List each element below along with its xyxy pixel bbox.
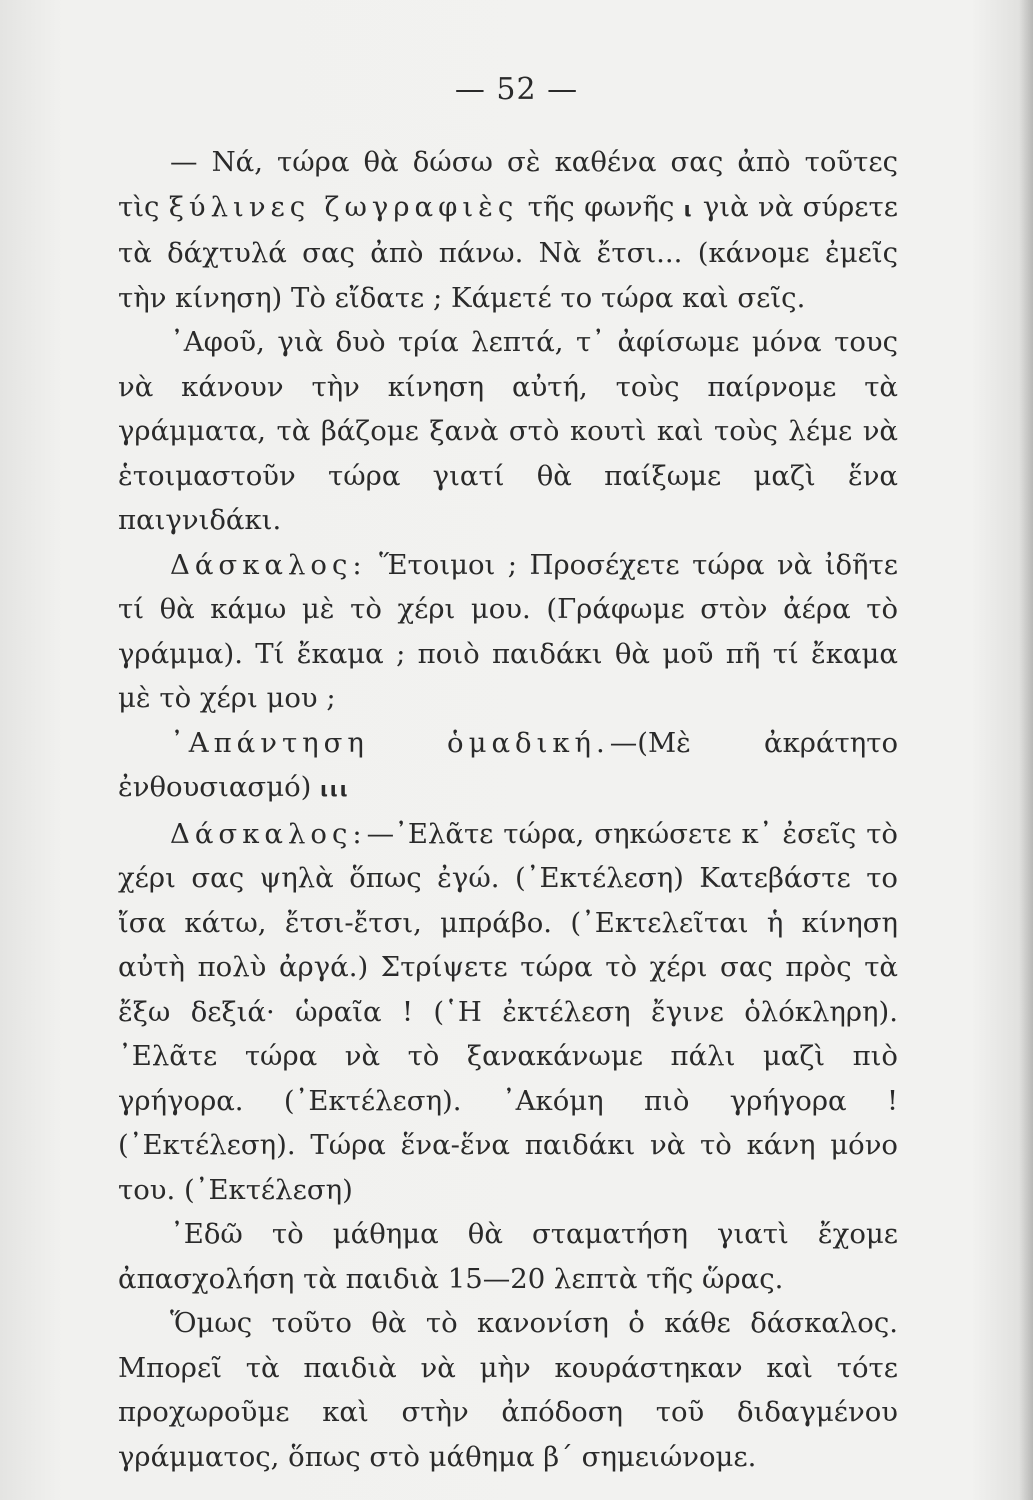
text-run: ᾿Αφοῦ, γιὰ δυὸ τρία λεπτά, τ᾿ ἀφίσωμε μόνα τους νὰ κάνουν τὴν κίνηση αὐτή, τοὺς παίρνομε τὰ γράμματα, τὰ βάζομε ξανὰ στὸ κουτὶ καὶ τοὺς λέμε νὰ ἑτοιμαστοῦν τώρα γιατί θὰ παίξωμε μαζὶ ἕνα παιγνιδάκι. [118,326,898,536]
text-run: — Νά, τώρα θὰ δώσω σὲ καθένα σας ἀπὸ τοῦτες τὶς [118,146,898,223]
paragraph [118,1301,898,1479]
page-edge-shadow [1019,0,1033,1500]
text-run: Ὅμως τοῦτο θὰ τὸ κανονίση ὁ κάθε δάσκαλος. Μπορεῖ τὰ παιδιὰ νὰ μὴν κουράστηκαν καὶ τότε προχωροῦμε καὶ στὴν ἀπόδοση τοῦ διδαγμένου γράμματος, ὅπως στὸ μάθημα β΄ σημειώνομε. [118,1307,898,1473]
sound-mark: ιιι [320,777,350,801]
speaker-label: Δάσκαλος: [170,817,367,850]
page-number: — 52 — [454,72,579,107]
body-text [118,140,898,1479]
spaced-text-run: ξύλινες ζωγραφιὲς [168,190,519,223]
text-run: —᾿Ελᾶτε τώρα, σηκώσετε κ᾿ ἐσεῖς τὸ χέρι σας ψηλὰ ὅπως ἐγώ. (᾿Εκτέλεση) Κατεβάστε το ἴσα κάτω, ἔτσι-ἔτσι, μπράβο. (᾿Εκτελεῖται ἡ κίνηση αὐτὴ πολὺ ἀργά.) Στρίψετε τώρα τὸ χέρι σας πρὸς τὰ ἔξω δεξιά· ὡραῖα ! (῾Η ἐκτέλεση ἔγινε ὁλόκληρη). ᾿Ελᾶτε τώρα νὰ τὸ ξανακάνωμε πάλι μαζὶ πιὸ γρήγορα. (᾿Εκτέλεση). ᾿Ακόμη πιὸ γρήγορα ! (᾿Εκτέλεση). Τώρα ἕνα-ἕνα παιδάκι νὰ τὸ κάνη μόνο του. (᾿Εκτέλεση) [118,817,898,1206]
text-run: ᾿Εδῶ τὸ μάθημα θὰ σταματήση γιατὶ ἔχομε ἀπασχολήση τὰ παιδιὰ 15—20 λεπτὰ τῆς ὥρας. [118,1218,898,1295]
text-run: —(Μὲ ἀκράτητο ἐνθουσιασμό) [118,726,898,803]
speaker-label: ᾿Απάντηση ὁμαδική. [170,726,610,759]
paragraph [118,1212,898,1301]
text-run: Ἕτοιμοι ; Προσέχετε τώρα νὰ ἰδῆτε τί θὰ κάμω μὲ τὸ χέρι μου. (Γράφωμε στὸν ἀέρα τὸ γράμμα). Τί ἔκαμα ; ποιὸ παιδάκι θὰ μοῦ πῆ τί ἔκαμα μὲ τὸ χέρι μου ; [118,548,898,714]
paragraph [118,812,898,1213]
paragraph [118,721,898,812]
paragraph [118,543,898,721]
sound-mark: ι [683,196,694,221]
text-run: τῆς φωνῆς [518,190,684,223]
paragraph [118,140,898,320]
text-run: γιὰ νὰ σύρετε τὰ δάχτυλά σας ἀπὸ πάνω. Νὰ ἔτσι... (κάνομε ἐμεῖς τὴν κίνηση) Τὸ εἴδατε ; Κάμετέ το τώρα καὶ σεῖς. [118,190,899,314]
paragraph [118,320,898,543]
speaker-label: Δάσκαλος: [170,548,367,581]
